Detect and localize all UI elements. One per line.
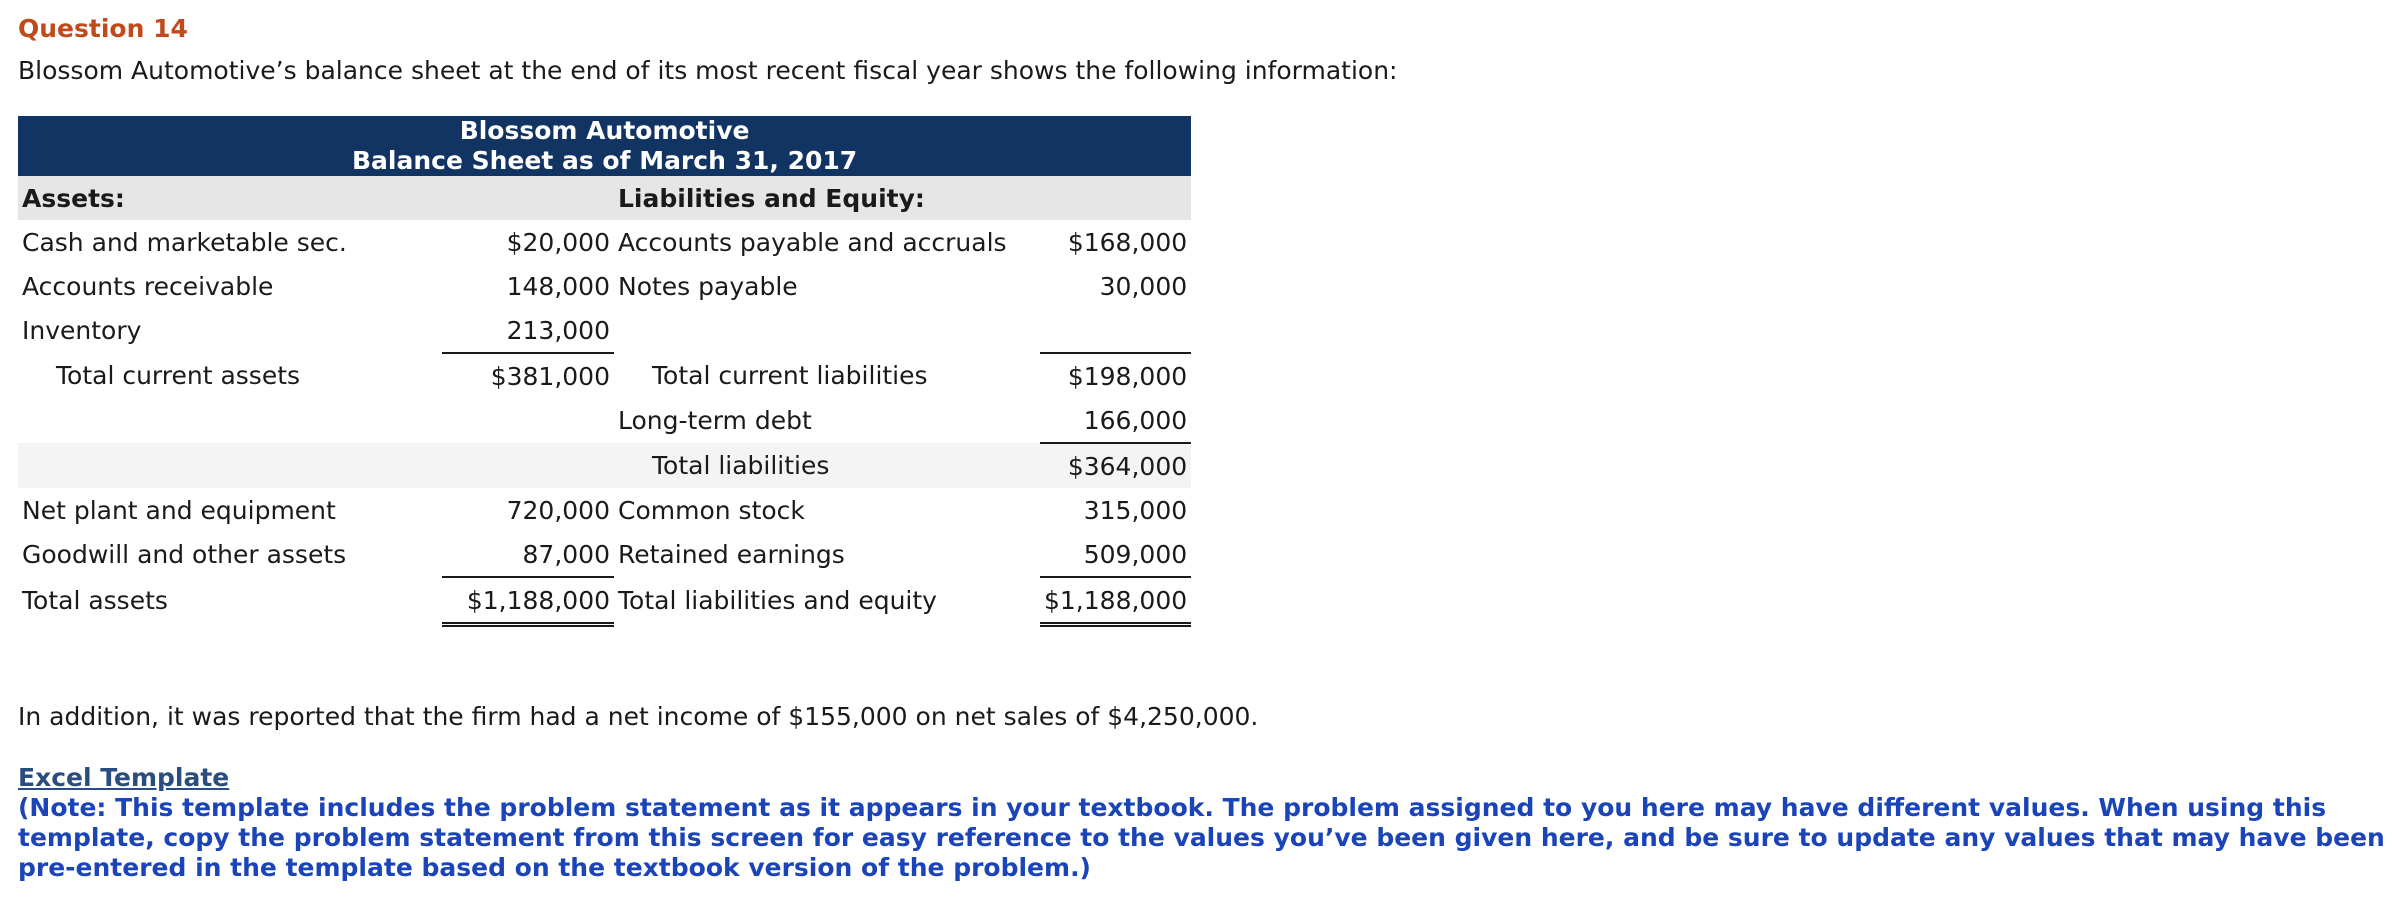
table-row — [18, 308, 1191, 353]
asset-value: 87,000 — [522, 539, 610, 569]
excel-template-link[interactable]: Excel Template — [18, 763, 230, 792]
asset-value: 148,000 — [506, 271, 610, 301]
intro-text: Blossom Automotive’s balance sheet at the end of its most recent fiscal year shows the following information: — [18, 56, 1398, 85]
asset-label: Net plant and equipment — [22, 495, 336, 525]
liability-value: $1,188,000 — [1040, 577, 1191, 625]
liability-value: $364,000 — [1040, 443, 1191, 488]
liabilities-header: Liabilities and Equity: — [614, 176, 1191, 220]
table-row — [18, 353, 1191, 398]
asset-value: $20,000 — [506, 227, 610, 257]
table-header — [18, 116, 1191, 176]
balance-sheet-table — [18, 116, 1191, 627]
assets-header: Assets: — [18, 176, 614, 220]
liability-label: Common stock — [618, 495, 805, 525]
template-note: (Note: This template includes the problem statement as it appears in your textbook. The problem assigned to you here may have different values. When using this template, copy the problem statement from this screen for easy reference to the values you’ve been given here, and be sure to update any values that may have been pre-entered in the template based on the textbook version of the problem.) — [18, 793, 2385, 882]
liability-label: Long-term debt — [618, 406, 812, 435]
liability-value: 315,000 — [1083, 495, 1188, 525]
asset-label: Accounts receivable — [22, 271, 274, 301]
liability-label: Accounts payable and accruals — [618, 227, 1007, 257]
asset-label — [18, 443, 442, 488]
asset-label — [18, 398, 442, 443]
asset-value: 213,000 — [506, 315, 610, 345]
liability-value: 166,000 — [1083, 405, 1188, 435]
liability-value: 509,000 — [1083, 539, 1188, 569]
table-row — [18, 532, 1191, 577]
liability-value: $198,000 — [1040, 353, 1191, 398]
asset-value — [442, 398, 614, 443]
liability-label: Notes payable — [618, 271, 798, 301]
table-row — [18, 220, 1191, 264]
question-title: Question 14 — [18, 14, 188, 43]
asset-label: Total assets — [22, 586, 168, 616]
liability-value: 30,000 — [1099, 271, 1188, 301]
asset-value: $381,000 — [442, 353, 614, 398]
asset-value — [442, 443, 614, 488]
asset-label: Cash and marketable sec. — [22, 227, 347, 257]
liability-label: Retained earnings — [618, 540, 845, 569]
section-header-row — [18, 176, 1191, 220]
table-row — [18, 443, 1191, 488]
asset-value: $1,188,000 — [442, 577, 614, 625]
additional-info-text: In addition, it was reported that the firm had a net income of $155,000 on net sales of $4,250,000. — [18, 702, 1259, 731]
table-row — [18, 264, 1191, 308]
asset-label: Total current assets — [56, 361, 301, 390]
liability-label: Total current liabilities — [652, 361, 928, 390]
asset-value: 720,000 — [506, 495, 610, 525]
liability-value: $168,000 — [1067, 227, 1188, 257]
liability-label: Total liabilities and equity — [618, 586, 937, 616]
liability-label — [614, 308, 1040, 353]
table-row — [18, 398, 1191, 443]
liability-value — [1040, 308, 1191, 353]
liability-label: Total liabilities — [614, 443, 1040, 488]
asset-label: Inventory — [22, 316, 142, 345]
table-row-totals — [18, 577, 1191, 625]
sheet-subtitle: Balance Sheet as of March 31, 2017 — [351, 146, 858, 175]
table-row — [18, 488, 1191, 532]
asset-label: Goodwill and other assets — [22, 540, 347, 569]
company-name: Blossom Automotive — [459, 116, 750, 145]
